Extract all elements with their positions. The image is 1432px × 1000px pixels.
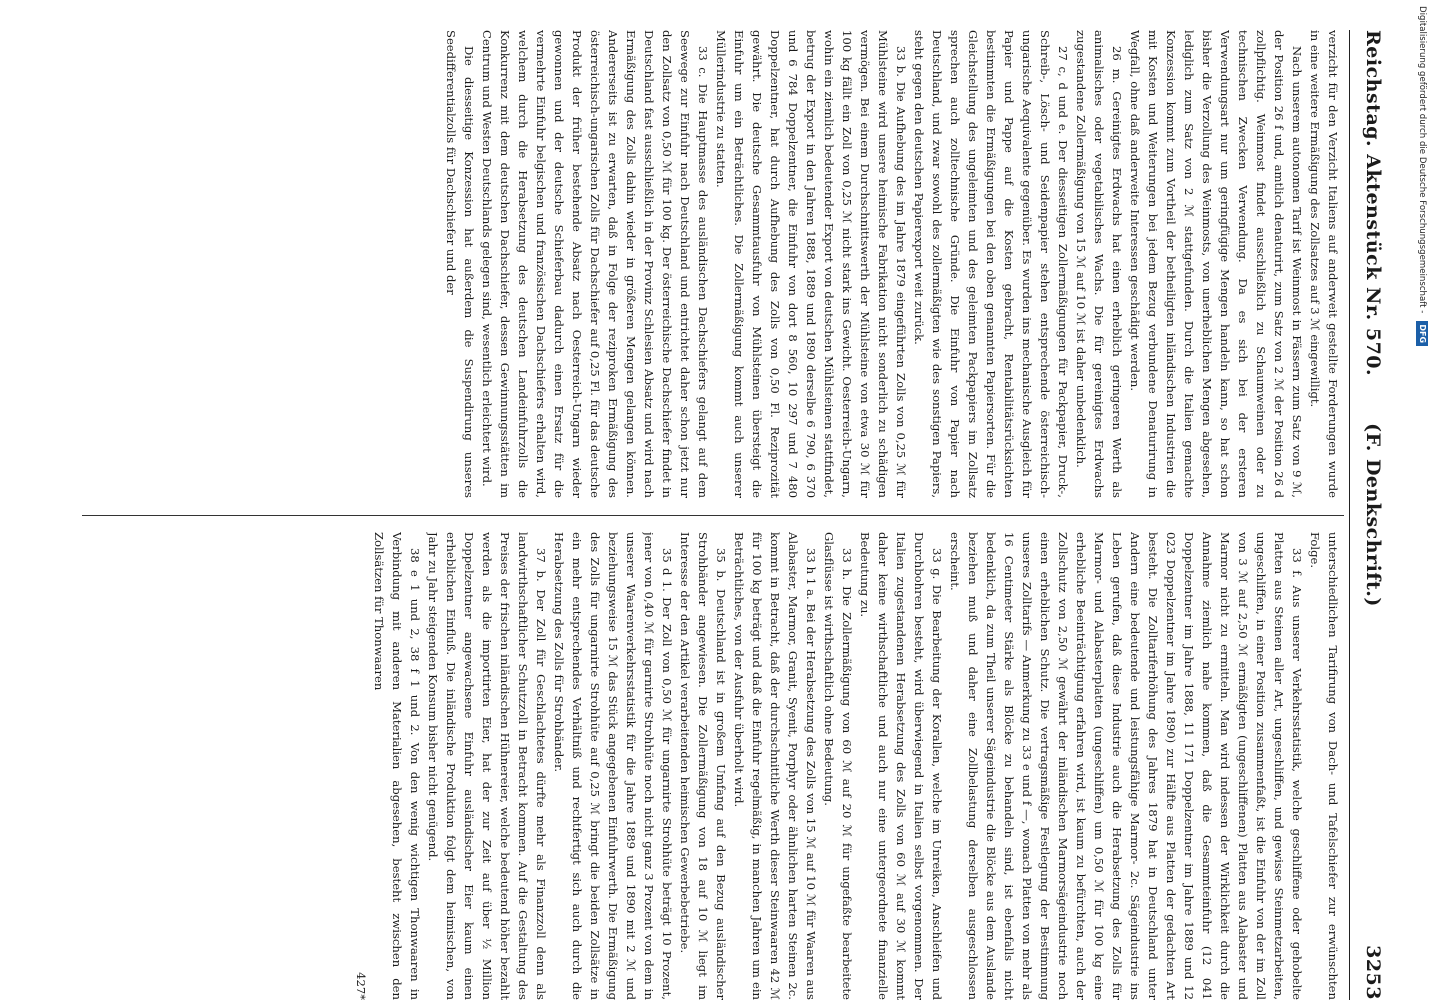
header-title: Reichstag. Aktenstück Nr. 570.: [1362, 30, 1384, 377]
page-number: 3253: [1362, 945, 1384, 1000]
paragraph: 33 f. Aus unserer Verkehrsstatistik, welche geschliffene oder gehobelte Platten aus Steinen aller Art, ungeschliffen, und gewisse Steinmetzarbeiten, ungeschliffen, in einer Position zusammenfaßt, ist die Einfuhr von der im Zoll von 3 ℳ auf 2,50 ℳ ermäßigten (ungeschliffenen) Platten aus Alabaster und Marmor nicht zu ermitteln. Man wird indessen der Wirklichkeit durch die Annahme ziemlich nahe kommen, daß die Gesammteinfuhr (12 041 Doppelzentner im Jahre 1888, 11 171 Doppelzentner im Jahre 1889 und 12 023 Doppelzentner im Jahre 1890) zur Hälfte aus Platten der gedachten Art besteht. Die Zolltariferhöhung des Jahres 1879 hat in Deutschland unter Andern eine bedeutende und leistungsfähige Marmor- 2c. Sägeindustrie ins Leben gerufen, daß diese Industrie auch die Herabsetzung des Zolls für Marmor- und Alabasterplatten (ungeschliffen) um 0,50 ℳ für 100 kg eine erhebliche Beeinträchtigung erfahren wird, ist kaum zu befürchten, auch der Zollschutz von 2,50 ℳ gewährt der inländischen Marmorsägeindustrie noch einen erheblichen Schutz. Die vertragsmäßige Festlegung der Bestimmung unseres Zolltarifs — Anmerkung zu 33 e und f —, wonach Platten von mehr als 16 Centimeter Stärke als Blöcke zu behandeln sind, ist ebenfalls nicht bedenklich, da zum Theil unserer Sägeindustrie die Blöcke aus dem Auslande beziehen muß und daher eine Zollbelastung derselben ausgeschlossen erscheint.: [948, 532, 1304, 1000]
paragraph: verzicht für den Verzicht Italiens auf anderweit gestellte Forderungen wurde in eine weitere Ermäßigung des Zollsatzes auf 3 ℳ eingewilligt.: [1308, 30, 1340, 498]
paragraph: 35 b. Deutschland ist in großem Umfang auf den Bezug ausländischer Strohbänder angewiesen. Die Zollermäßigung von 18 auf 10 ℳ liegt im Interesse der den Artikel verarbeitenden heimischen Gewerbebetriebe.: [678, 532, 728, 1000]
paragraph: 37 b. Der Zoll für Geschlachtetes dürfte mehr als Finanzzoll denn als landwirthschaftlicher Schutzzoll in Betracht kommen. Auf die Gestaltung des Preises der frischen inländischen Hühnereier, welche bedeutend höher bezahlt werden als die importirten Eier, hat der zur Zeit auf über ½ Million Doppelzentner angewachsene Einfuhr ausländischer Eier kaum einen erheblichen Einfluß. Die inländische Produktion folgt dem heimischen, von Jahr zu Jahr steigenden Konsum bisher nicht genügend.: [426, 532, 548, 1000]
paragraph: 33 h 1 a. Bei der Herabsetzung des Zolls von 15 ℳ auf 10 ℳ für Waaren aus Alabaster, Marmor, Granit, Syenit, Porphyr oder ähnlichen harten Steinen 2c. kommt in Betracht, daß der durchschnittliche Werth dieser Steinwaaren 42 ℳ für 100 kg beträgt und daß die Einfuhr regelmäßig, in manchen Jahren um ein Beträchtliches, von der Ausfuhr überholt wird.: [732, 532, 818, 1000]
paragraph: Nach unserem autonomen Tarif ist Weinmost in Fässern zum Satz von 9 ℳ, der Position 26 f und, amtlich denaturirt, zum Satz von 2 ℳ der Position 26 d zollpflichtig. Weinmost findet ausschließlich zu Schaumweinen oder zu technischen Zwecken Verwendung. Da es sich bei der ersteren Verwendungsart nur um geringfügige Mengen handeln kann, so hat schon bisher die Verzollung des Weinmosts, von unerheblichen Mengen abgesehen, lediglich zum Satz von 2 ℳ stattgefunden. Durch die Italien gemachte Konzession kommt zum Vortheil der betheiligten inländischen Industrien die mit Kosten und Weiterungen bei jedem Bezug verbundene Denaturirung in Wegfall, ohne daß anderweite Interessen geschädigt werden.: [1128, 30, 1304, 498]
paragraph: unterschiedlichen Tarifirung von Dach- und Tafelschiefer zur erwünschten Folge.: [1308, 532, 1340, 1000]
paragraph: 38 e 1 und 2, 38 f 1 und 2. Von den wenig wichtigen Thonwaaren in Verbindung mit anderen Materialien abgesehen, besteht zwischen den Zollsätzen für Thonwaaren: [372, 532, 422, 1000]
paragraph: Die diesseitige Konzession hat außerdem die Suspendirung unseres Seedifferentialzolls für Dachschiefer und der: [444, 30, 476, 498]
text-column-left: [80, 30, 1342, 498]
paragraph: 33 b. Die Aufhebung des im Jahre 1879 eingeführten Zolls von 0,25 ℳ für Mühlsteine wird unsere heimische Fabrikation nicht sonderlich zu schädigen vermögen. Bei einem Durchschnittswerth der Mühlsteine von etwa 30 ℳ für 100 kg fällt ein Zoll von 0,25 ℳ nicht stark ins Gewicht. Oesterreich-Ungarn, wohin ein ziemlich bedeutender Export von deutschen Mühlsteinen stattfindet, betrug der Export in den Jahren 1888, 1889 und 1890 derselbe 6 790, 6 370 und 6 784 Doppelzentner, die Einfuhr von dort 8 560, 10 297 und 7 480 Doppelzentner, hat durch Aufhebung des Zolls von 0,50 Fl. Reziprozität gewährt. Die deutsche Gesammtausfuhr von Mühlsteinen übersteigt die Einfuhr um ein Beträchtliches. Die Zollermäßigung kommt auch unserer Müllerindustrie zu statten.: [714, 30, 908, 498]
column-divider: [82, 515, 1344, 516]
paragraph: 33 g. Die Bearbeitung der Korallen, welche im Unreiken, Anschleifen und Durchbohren besteht, wird überwiegend in Italien selbst vorgenommen. Der Italien zugestandenen Herabsetzung des Zolls von 60 ℳ auf 30 ℳ kommt daher keine wirthschaftliche und auch nur eine untergeordnete finanzielle Bedeutung zu.: [858, 532, 944, 1000]
paragraph: 26 m. Gereinigtes Erdwachs hat einen erheblich geringeren Werth als animalisches oder vegetabilisches Wachs. Die für gereinigtes Erdwachs zugestandene Zollermäßigung von 15 ℳ auf 10 ℳ ist daher unbedenklich.: [1074, 30, 1124, 498]
digitization-watermark: [1412, 0, 1432, 1000]
paragraph: 27 c, d und e. Der diesseitigen Zollermäßigungen für Packpapier, Druck-, Schreib-, Lösch- und Seidenpapier stehen entsprechende österreichisch-ungarische Aequivalente gegenüber. Es wurden ins mechanische Ausgleich für Papier und Pappe auf die Kosten gebracht, Rentabilitätsrücksichten bestimmten die Ermäßigungen bei den oben genannten Papiersorten. Für die Gleichstellung des ungeleimten und des geleimten Packpapiers im Zollsatz sprechen auch zolltechnische Gründe. Die Einfuhr von Papier nach Deutschland, und zwar sowohl des zollermäßigten wie des sonstigen Papiers, steht gegen den deutschen Papierexport weit zurück.: [912, 30, 1070, 498]
document-sheet: [70, 30, 1390, 1000]
sheet-signature: 427*: [354, 972, 368, 1000]
paragraph: 33 h. Die Zollermäßigung von 60 ℳ auf 20 ℳ für ungefaßte bearbeitete Glasflüsse ist wirthschaftlich ohne Bedeutung.: [822, 532, 854, 1000]
paragraph: 33 c. Die Hauptmasse des ausländischen Dachschiefers gelangt auf dem Seewege zur Einfuhr nach Deutschland und entrichtet daher schon jetzt nur den Zollsatz von 0,50 ℳ für 100 kg. Der österreichische Dachschiefer findet in Deutschland fast ausschließlich in der Provinz Schlesien Absatz und wird nach Ermäßigung des Zolls dahin wieder in größeren Mengen gelangen können. Andererseits ist zu erwarten, daß in Folge der reziproken Ermäßigung des österreichisch-ungarischen Zolls für Dachschiefer auf 0,25 Fl. für das deutsche Produkt der früher bestehende Absatz nach Oesterreich-Ungarn wieder gewonnen und der deutsche Schieferbau dadurch einen Ersatz für die vermehrte Einfuhr belgischen und französischen Dachschiefers erhalten wird, welchem durch die Herabsetzung des deutschen Landeinfuhrzolls die Konkurrenz mit dem deutschen Dachschiefer, dessen Gewinnungsstätten im Centrum und Westen Deutschlands gelegen sind, wesentlich erleichtert wird.: [480, 30, 710, 498]
header-rule: [1349, 30, 1350, 1000]
header-subtitle: (F. Denkschrift.): [1362, 423, 1384, 607]
watermark-text: Digitalisierung gefördert durch die Deutsche Forschungsgemeinschaft -: [1417, 6, 1427, 314]
page-header: [1356, 30, 1390, 1000]
paragraph: 35 d 1. Der Zoll von 0,50 ℳ für ungarnirte Strohhüte beträgt 10 Prozent, jener von 0,40 ℳ für garnirte Strohhüte noch nicht ganz 3 Prozent von dem in unserer Waarenverkehrsstatistik für die Jahre 1889 und 1890 mit 2 ℳ und beziehungsweise 15 ℳ das Stück angegebenen Einfuhrwerth. Die Ermäßigung des Zolls für ungarnirte Strohhüte auf 0,25 ℳ bringt die beiden Zollsätze in ein mehr entsprechendes Verhältniß und rechtfertigt sich auch durch die Herabsetzung des Zolls für Strohbänder.: [552, 532, 674, 1000]
text-column-right: [80, 532, 1342, 1000]
dfg-logo: DFG: [1416, 321, 1428, 346]
